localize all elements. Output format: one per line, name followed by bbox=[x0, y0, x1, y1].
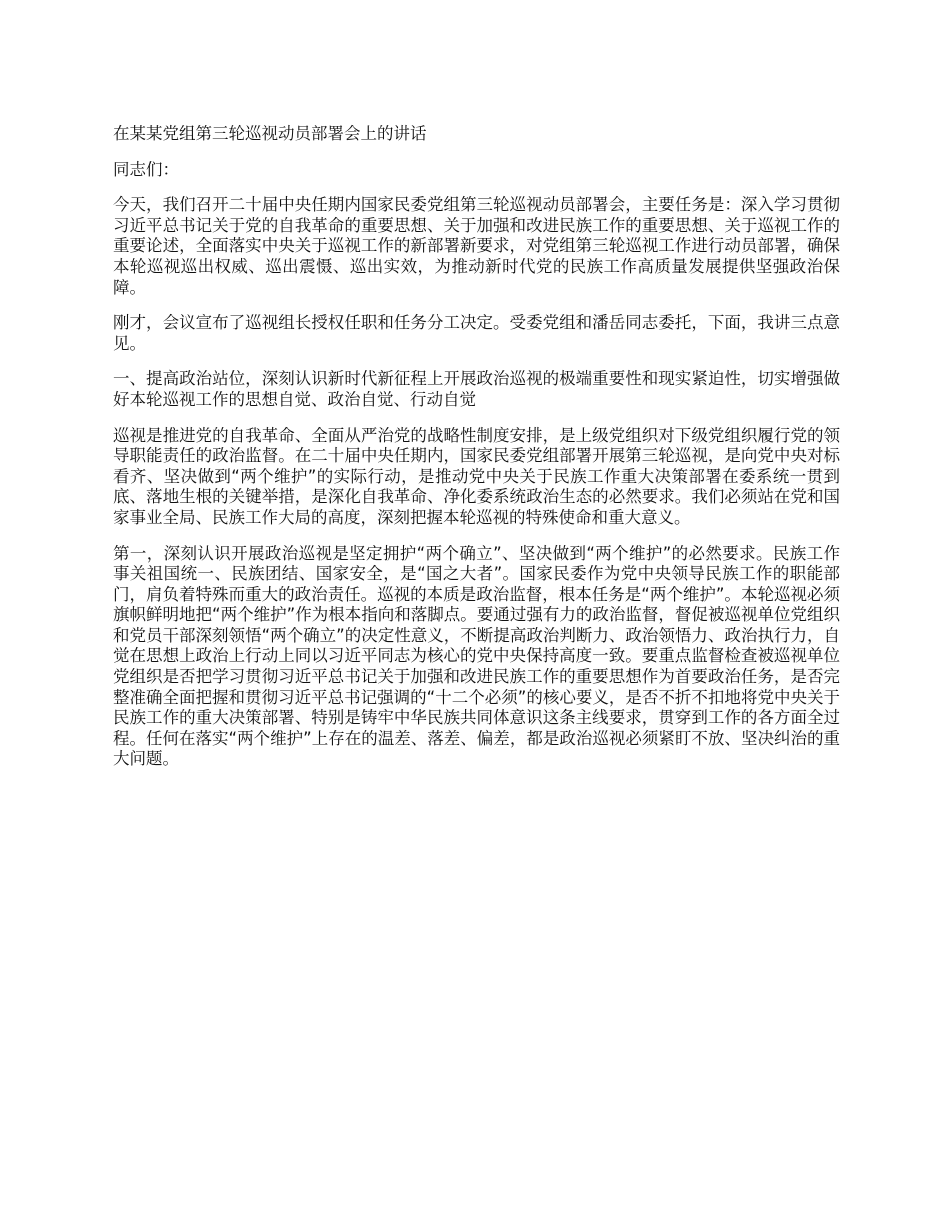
paragraph-section-1-overview: 巡视是推进党的自我革命、全面从严治党的战略性制度安排，是上级党组织对下级党组织履行党的领导职能责任的政治监督。在二十届中央任期内，国家民委党组部署开展第三轮巡视，是向党中央对标看齐、坚决做到“两个维护”的实际行动，是推动党中央关于民族工作重大决策部署在委系统一贯到底、落地生根的关键举措，是深化自我革命、净化委系统政治生态的必然要求。我们必须站在党和国家事业全局、民族工作大局的高度，深刻把握本轮巡视的特殊使命和重大意义。 bbox=[113, 425, 840, 527]
salutation: 同志们： bbox=[113, 159, 179, 179]
document-body bbox=[113, 124, 840, 785]
section-heading-1: 一、提高政治站位，深刻认识新时代新征程上开展政治巡视的极端重要性和现实紧迫性，切实增强做好本轮巡视工作的思想自觉、政治自觉、行动自觉 bbox=[113, 369, 840, 409]
document-title: 在某某党组第三轮巡视动员部署会上的讲话 bbox=[113, 124, 427, 143]
paragraph-intro: 今天，我们召开二十届中央任期内国家民委党组第三轮巡视动员部署会，主要任务是：深入学习贯彻习近平总书记关于党的自我革命的重要思想、关于加强和改进民族工作的重要思想、关于巡视工作的重要论述，全面落实中央关于巡视工作的新部署新要求，对党组第三轮巡视工作进行动员部署，确保本轮巡视巡出权威、巡出震慑、巡出实效，为推动新时代党的民族工作高质量发展提供坚强政治保障。 bbox=[113, 195, 840, 297]
paragraph-section-1-point-1: 第一，深刻认识开展政治巡视是坚定拥护“两个确立”、坚决做到“两个维护”的必然要求。民族工作事关祖国统一、民族团结、国家安全，是“国之大者”。国家民委作为党中央领导民族工作的职能部门，肩负着特殊而重大的政治责任。巡视的本质是政治监督，根本任务是“两个维护”。本轮巡视必须旗帜鲜明地把“两个维护”作为根本指向和落脚点。要通过强有力的政治监督，督促被巡视单位党组织和党员干部深刻领悟“两个确立”的决定性意义，不断提高政治判断力、政治领悟力、政治执行力，自觉在思想上政治上行动上同以习近平同志为核心的党中央保持高度一致。要重点监督检查被巡视单位党组织是否把学习贯彻习近平总书记关于加强和改进民族工作的重要思想作为首要政治任务，是否完整准确全面把握和贯彻习近平总书记强调的“十二个必须”的核心要义，是否不折不扣地将党中央关于民族工作的重大决策部署、特别是铸牢中华民族共同体意识这条主线要求，贯穿到工作的各方面全过程。任何在落实“两个维护”上存在的温差、落差、偏差，都是政治巡视必须紧盯不放、坚决纠治的重大问题。 bbox=[113, 543, 840, 769]
paragraph-announcement: 刚才，会议宣布了巡视组长授权任职和任务分工决定。受委党组和潘岳同志委托，下面，我讲三点意见。 bbox=[113, 313, 840, 353]
